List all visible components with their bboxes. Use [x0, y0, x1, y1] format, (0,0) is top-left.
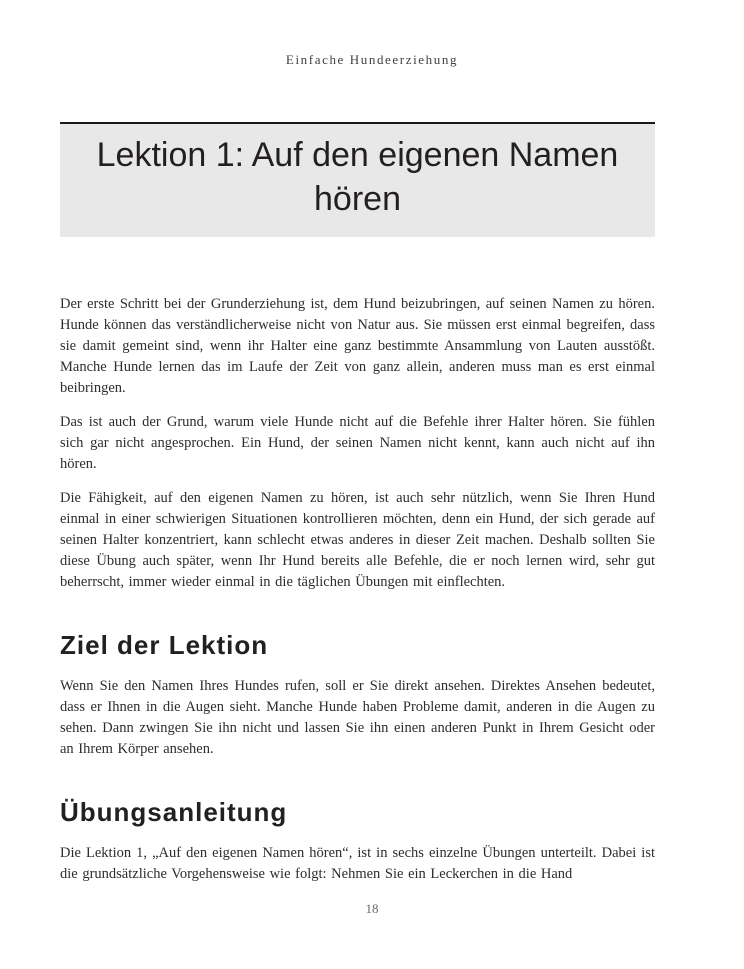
intro-paragraph: Das ist auch der Grund, warum viele Hunde nicht auf die Befehle ihrer Halter hören. Sie fühlen sich gar nicht angesprochen. Ein Hund, der seinen Namen nicht kennt, kann auch nicht auf ihn hören.: [60, 414, 655, 473]
section-paragraph: Wenn Sie den Namen Ihres Hundes rufen, soll er Sie direkt ansehen. Direktes Ansehen bedeutet, dass er Ihnen in die Augen sieht. Manche Hunde haben Probleme damit, anderen in die Augen zu sehen. Dann zwingen Sie ihn nicht und lassen Sie ihn einen anderen Punkt in Ihrem Gesicht oder an Ihrem Körper ansehen.: [60, 678, 655, 758]
lesson-body: [60, 294, 655, 885]
intro-paragraph: Der erste Schritt bei der Grunderziehung ist, dem Hund beizubringen, auf seinen Namen zu hören. Hunde können das verständlicherweise nicht von Natur aus. Sie müssen erst einmal begreifen, dass sie damit gemeint sind, wenn ihr Halter eine ganz bestimmte Ansammlung von Lauten ausstößt. Manche Hunde lernen das im Laufe der Zeit von ganz allein, anderen muss man es erst einmal beibringen.: [60, 296, 655, 397]
section-paragraph: Die Lektion 1, „Auf den eigenen Namen hören“, ist in sechs einzelne Übungen unterteilt. Dabei ist die grundsätzliche Vorgehensweise wie folgt: Nehmen Sie ein Leckerchen in die Hand: [60, 845, 655, 883]
section-heading-uebungsanleitung: Übungsanleitung: [60, 797, 288, 828]
book-title: Einfache Hundeerziehung: [285, 52, 459, 67]
running-header: [0, 0, 744, 68]
page-content: [60, 122, 655, 885]
lesson-title: Lektion 1: Auf den eigenen Namen hören: [96, 136, 619, 219]
section-heading-ziel-der-lektion: Ziel der Lektion: [60, 630, 269, 661]
page-footer: [0, 901, 744, 917]
lesson-title-block: [60, 122, 655, 237]
page-number: 18: [365, 901, 379, 916]
intro-paragraph: Die Fähigkeit, auf den eigenen Namen zu hören, ist auch sehr nützlich, wenn Sie Ihren Hund einmal in einer schwierigen Situationen kontrollieren möchten, denn ein Hund, der sich gerade auf seinen Halter konzentriert, kann schlecht etwas anderes in dieser Zeit machen. Deshalb sollten Sie diese Übung auch später, wenn Ihr Hund bereits alle Befehle, die er noch lernen wird, sehr gut beherrscht, immer wieder einmal in die täglichen Übungen mit einflechten.: [60, 490, 655, 591]
